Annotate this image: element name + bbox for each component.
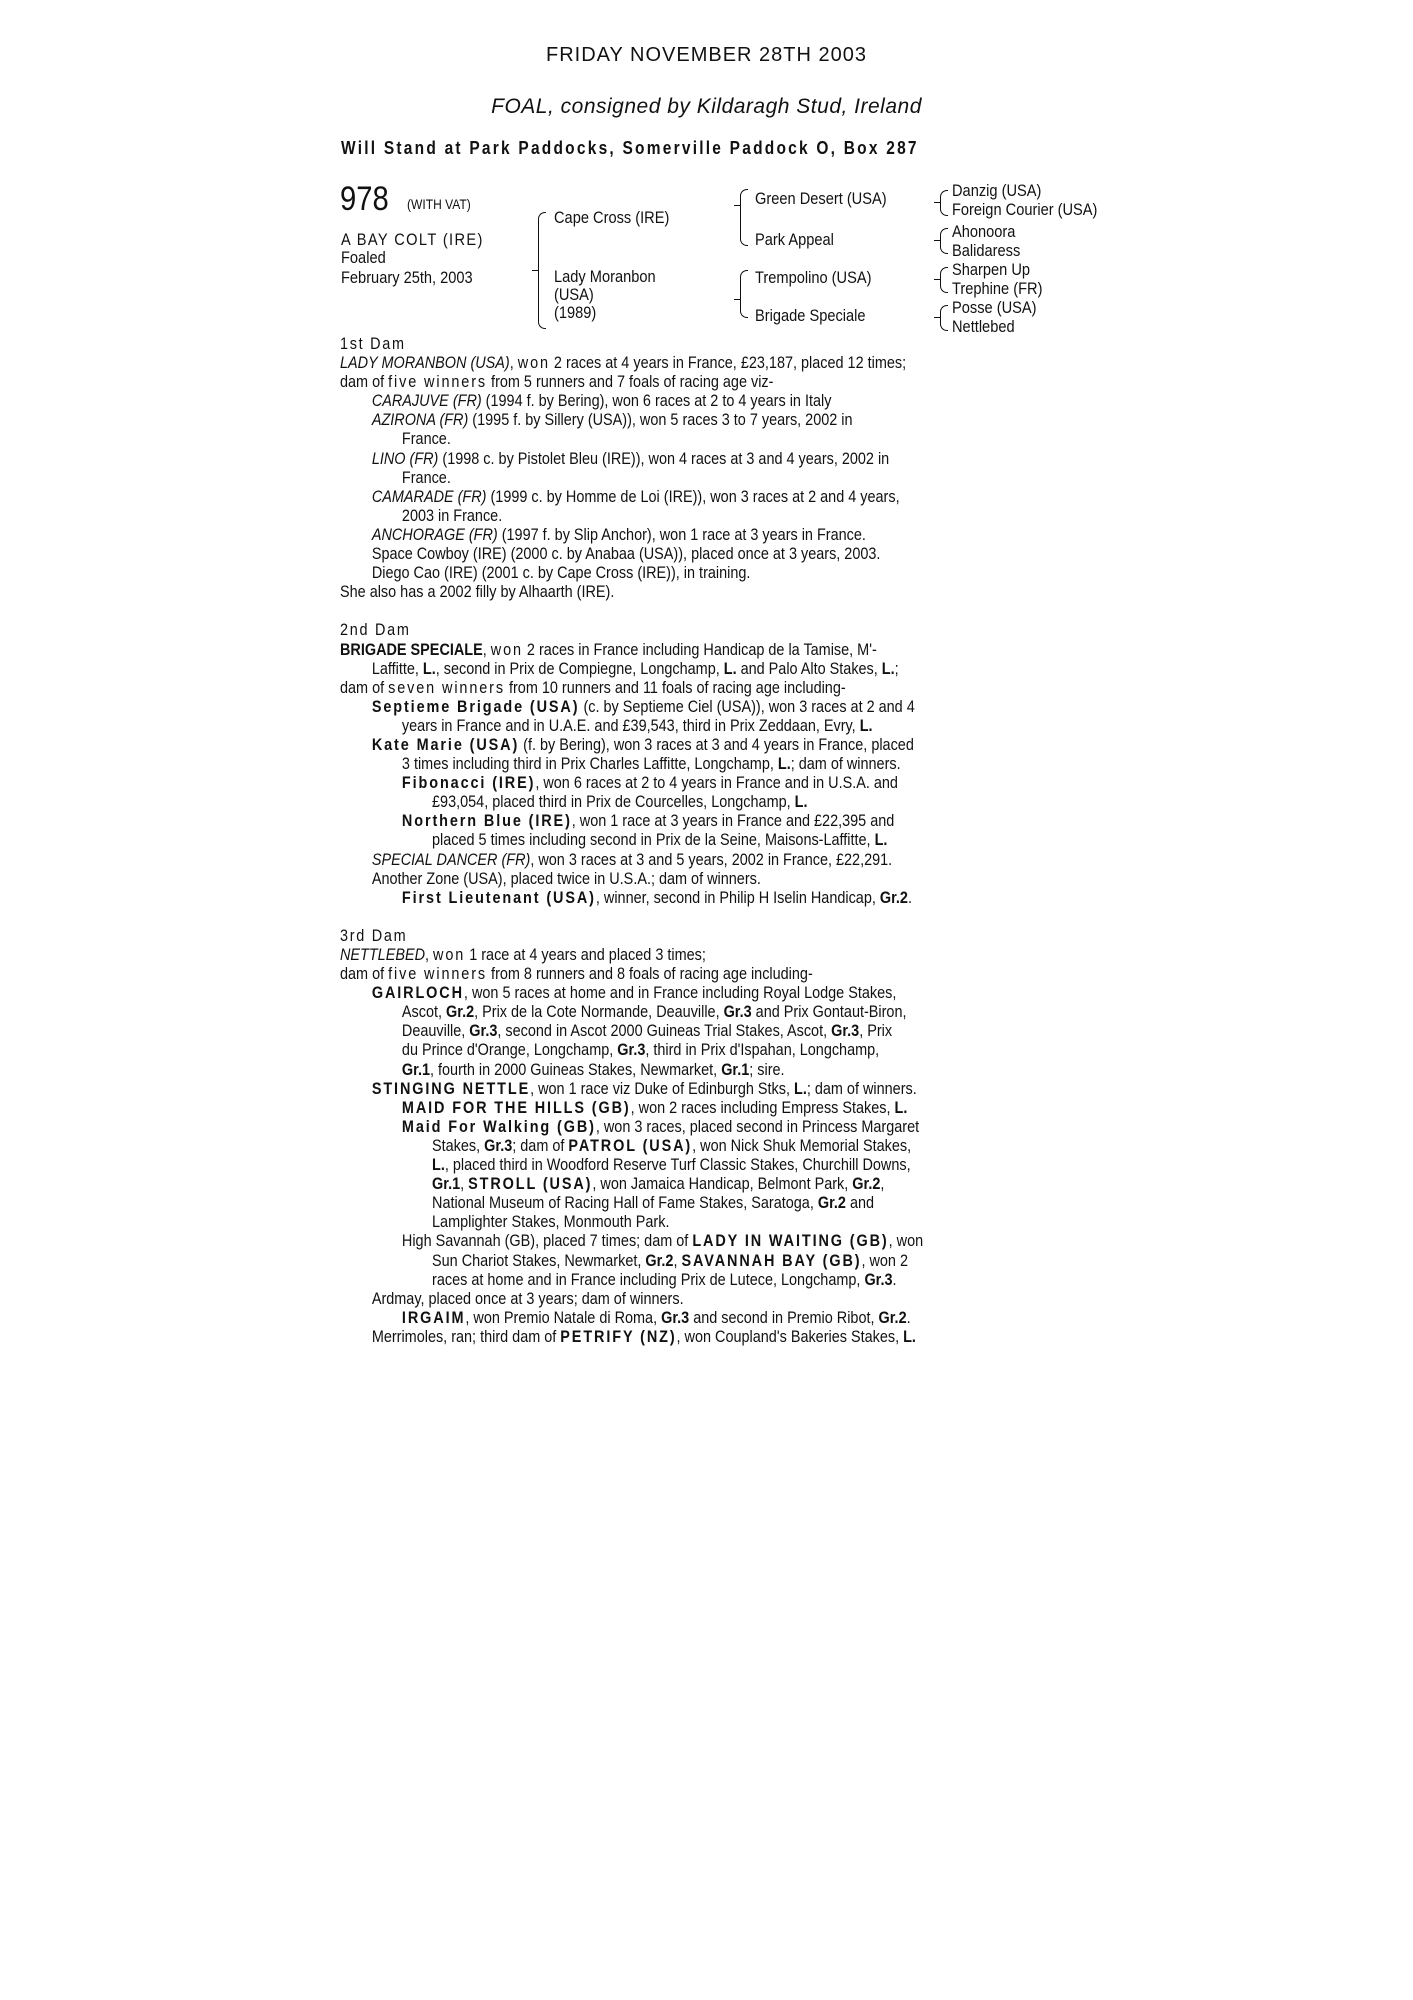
text-segment: (1997 f. by Slip Anchor), won 1 race at 3 years in France. (497, 524, 866, 544)
text-segment: Lamplighter Stakes, Monmouth Park. (432, 1212, 670, 1232)
foaled-date: February 25th, 2003 (341, 268, 473, 287)
text-segment: , second in Prix de Compiegne, Longchamp, (435, 658, 724, 678)
text-segment: MAID FOR THE HILLS (GB) (401, 1097, 631, 1117)
text-segment: £93,054, placed third in Prix de Courcelles, Longchamp, (432, 792, 795, 812)
text-line (340, 640, 1045, 659)
text-segment: CAMARADE (FR) (371, 486, 487, 506)
text-segment: , placed third in Woodford Reserve Turf Classic Stakes, Churchill Downs, (444, 1155, 911, 1175)
text-segment: France. (401, 467, 451, 487)
text-line (340, 1136, 1045, 1155)
text-line (340, 372, 1045, 391)
ancestor-7: Posse (USA) (952, 298, 1037, 317)
text-segment: She also has a 2002 filly by Alhaarth (IRE). (340, 582, 615, 602)
text-segment: from 8 runners and 8 foals of racing age including- (487, 964, 813, 984)
text-segment: and (845, 1193, 875, 1213)
text-segment: Gr.3 (831, 1021, 860, 1041)
consignor-line: FOAL, consigned by Kildaragh Stud, Ireland (491, 95, 922, 118)
text-segment: Gr.3 (617, 1040, 646, 1060)
text-segment: LINO (FR) (371, 448, 439, 468)
first-dam-heading: 1st Dam (340, 334, 406, 353)
text-segment: five winners (388, 372, 488, 392)
text-segment: Gr.3 (864, 1269, 893, 1289)
text-segment: Gr.1 (401, 1059, 431, 1079)
text-segment: LADY IN WAITING (GB) (692, 1231, 889, 1251)
text-segment: (1994 f. by Bering), won 6 races at 2 to 4 years in Italy (481, 391, 832, 411)
text-segment: , won 3 races at 3 and 5 years, 2002 in France, £22,291. (530, 849, 893, 869)
text-line (340, 353, 1045, 372)
pedigree-brace-tip (934, 240, 940, 241)
text-segment: . (892, 1269, 897, 1289)
text-segment: , won 5 races at home and in France including Royal Lodge Stakes, (463, 983, 897, 1003)
text-segment: , Prix (859, 1021, 893, 1041)
text-line (340, 1155, 1045, 1174)
pedigree-brace (740, 270, 748, 300)
text-segment: placed 5 times including second in Prix de la Seine, Maisons-Laffitte, (432, 830, 875, 850)
ancestor-5: Sharpen Up (952, 260, 1031, 279)
text-segment: , (880, 1174, 885, 1194)
third-dam-heading: 3rd Dam (340, 925, 408, 945)
text-segment: , second in Ascot 2000 Guineas Trial Stakes, Ascot, (497, 1021, 832, 1041)
pedigree-brace (538, 212, 546, 271)
text-segment: AZIRONA (FR) (371, 410, 469, 430)
pedigree-brace-tip (734, 299, 740, 300)
text-segment: and Prix Gontaut-Biron, (751, 1002, 907, 1022)
dam-name: Lady Moranbon (554, 267, 656, 286)
text-line (340, 468, 1045, 487)
vat-note: (WITH VAT) (407, 196, 471, 212)
text-line (340, 964, 1045, 983)
text-segment: (c. by Septieme Ciel (USA)), won 3 races at 2 and 4 (579, 696, 915, 716)
text-segment: ; dam of winners. (790, 754, 901, 774)
text-segment: , won 1 race at 3 years in France and £22,395 and (571, 811, 895, 831)
text-line (340, 945, 1045, 964)
text-segment: seven winners (388, 677, 505, 697)
dam-dam: Brigade Speciale (755, 306, 866, 325)
text-segment: won (517, 353, 550, 373)
text-line (340, 697, 1045, 716)
text-line (340, 1002, 1045, 1021)
sire-dam: Park Appeal (755, 230, 834, 249)
text-segment: L. (874, 830, 888, 850)
text-segment: Gr.3 (723, 1002, 752, 1022)
second-dam-heading: 2nd Dam (340, 620, 411, 640)
pedigree-brace (740, 189, 748, 206)
text-line (340, 811, 1045, 830)
text-segment: ; (894, 658, 899, 678)
pedigree-brace (740, 205, 748, 246)
text-segment: Gr.3 (484, 1135, 513, 1155)
second-dam-section (340, 640, 1160, 907)
text-line (340, 983, 1045, 1002)
text-segment: Space Cowboy (IRE) (2000 c. by Anabaa (USA)), placed once at 3 years, 2003. (371, 544, 881, 564)
text-segment: Ascot, (401, 1002, 447, 1022)
text-line (340, 1060, 1045, 1079)
text-segment: 1 race at 4 years and placed 3 times; (465, 945, 706, 964)
text-segment: and second in Premio Ribot, (689, 1307, 879, 1327)
text-segment: Gr.2 (878, 1307, 907, 1327)
text-line (340, 1270, 1045, 1289)
text-line (340, 1231, 1045, 1250)
text-segment: Merrimoles, ran; third dam of (371, 1326, 561, 1346)
pedigree-brace (940, 305, 948, 331)
text-line (340, 429, 1045, 448)
text-segment: five winners (388, 964, 488, 984)
text-segment: SAVANNAH BAY (GB) (681, 1250, 862, 1270)
text-segment: , won Nick Shuk Memorial Stakes, (692, 1135, 912, 1155)
text-line (340, 1117, 1045, 1136)
stand-location: Will Stand at Park Paddocks, Somerville Paddock O, Box 287 (341, 138, 919, 158)
text-segment: STINGING NETTLE (371, 1078, 531, 1098)
text-line (340, 391, 1045, 410)
text-line (340, 1079, 1045, 1098)
text-segment: , (509, 353, 518, 373)
pedigree-brace-tip (934, 317, 940, 318)
text-line (340, 659, 1045, 678)
text-segment: , winner, second in Philip H Iselin Handicap, (595, 887, 880, 907)
text-segment: Gr.2 (446, 1002, 475, 1022)
text-segment: PATROL (USA) (568, 1135, 693, 1155)
text-segment: (1995 f. by Sillery (USA)), won 5 races 3 to 7 years, 2002 in (468, 410, 853, 430)
text-segment: (1999 c. by Homme de Loi (IRE)), won 3 races at 2 and 4 years, (486, 486, 900, 506)
dam-country: (USA) (554, 285, 594, 304)
text-line (340, 525, 1045, 544)
text-segment: , won Premio Natale di Roma, (465, 1307, 662, 1327)
ancestor-3: Ahonoora (952, 222, 1016, 241)
text-segment: IRGAIM (401, 1307, 466, 1327)
text-segment: Gr.3 (469, 1021, 498, 1041)
sire-name: Cape Cross (IRE) (554, 208, 670, 227)
text-segment: , (673, 1250, 682, 1270)
lot-description: A BAY COLT (IRE) (341, 230, 484, 249)
text-segment: Stakes, (432, 1135, 485, 1155)
text-segment: (f. by Bering), won 3 races at 3 and 4 years in France, placed (519, 734, 914, 754)
foaled-label: Foaled (341, 248, 386, 267)
pedigree-brace-tip (734, 205, 740, 206)
text-segment: Deauville, (401, 1021, 470, 1041)
text-segment: , won Coupland's Bakeries Stakes, (676, 1326, 904, 1346)
third-dam-section (340, 945, 1160, 1346)
text-segment: SPECIAL DANCER (FR) (371, 849, 531, 869)
ancestor-2: Foreign Courier (USA) (952, 200, 1098, 219)
text-line (340, 716, 1045, 735)
text-segment: CARAJUVE (FR) (371, 391, 482, 411)
text-line (340, 1098, 1045, 1117)
text-line (340, 1193, 1045, 1212)
ancestor-4: Balidaress (952, 241, 1021, 260)
text-segment: BRIGADE SPECIALE (340, 639, 483, 659)
text-segment: , won 2 (861, 1250, 909, 1270)
text-segment: , won 6 races at 2 to 4 years in France and in U.S.A. and (535, 773, 898, 793)
ancestor-6: Trephine (FR) (952, 279, 1043, 298)
text-segment: France. (401, 429, 451, 449)
text-segment: Gr.2 (817, 1193, 846, 1213)
text-segment: . (907, 887, 912, 907)
text-segment: , Prix de la Cote Normande, Deauville, (474, 1002, 724, 1022)
text-line (340, 1174, 1045, 1193)
text-line (340, 449, 1045, 468)
text-segment: 2003 in France. (401, 505, 503, 525)
catalogue-text (340, 334, 1160, 1346)
dam-sire: Trempolino (USA) (755, 268, 872, 287)
text-line (340, 1251, 1045, 1270)
pedigree-brace-tip (934, 202, 940, 203)
text-segment: , (425, 945, 434, 964)
text-segment: Gr.1 (721, 1059, 750, 1079)
pedigree-brace (538, 270, 546, 329)
text-segment: ; sire. (749, 1059, 785, 1079)
text-segment: 2 races at 4 years in France, £23,187, placed 12 times; (549, 353, 907, 373)
text-segment: GAIRLOCH (371, 983, 464, 1003)
text-line (340, 1289, 1045, 1308)
text-segment: , (482, 639, 491, 659)
text-segment: First Lieutenant (USA) (401, 887, 596, 907)
text-segment: from 5 runners and 7 foals of racing age viz- (487, 372, 774, 392)
text-segment: Maid For Walking (GB) (401, 1116, 596, 1136)
lot-number: 978 (340, 180, 389, 218)
text-line (340, 544, 1045, 563)
text-line (340, 1327, 1045, 1346)
text-segment: , (460, 1174, 469, 1194)
text-segment: , third in Prix d'Ispahan, Longchamp, (645, 1040, 880, 1060)
text-segment: L. (422, 658, 436, 678)
text-segment: Laffitte, (371, 658, 423, 678)
dam-year: (1989) (554, 303, 597, 322)
text-line (340, 735, 1045, 754)
text-segment: L. (723, 658, 737, 678)
text-segment: ; dam of winners. (806, 1078, 917, 1098)
text-segment: dam of (340, 964, 389, 984)
text-segment: L. (881, 658, 895, 678)
text-segment: , fourth in 2000 Guineas Stakes, Newmarket, (430, 1059, 722, 1079)
text-line (340, 506, 1045, 525)
text-line (340, 754, 1045, 773)
text-segment: Gr.2 (645, 1250, 674, 1270)
text-segment: L. (894, 1097, 908, 1117)
text-segment: L. (432, 1155, 445, 1175)
text-segment: Sun Chariot Stakes, Newmarket, (432, 1250, 646, 1270)
text-segment: National Museum of Racing Hall of Fame Stakes, Saratoga, (432, 1193, 818, 1213)
first-dam-section (340, 353, 1160, 601)
text-segment: du Prince d'Orange, Longchamp, (401, 1040, 618, 1060)
text-segment: L. (777, 754, 791, 774)
text-line (340, 1021, 1045, 1040)
text-segment: STROLL (USA) (468, 1174, 593, 1194)
text-segment: High Savannah (GB), placed 7 times; dam of (401, 1231, 693, 1251)
pedigree-brace (740, 299, 748, 318)
text-segment: Gr.3 (661, 1307, 690, 1327)
text-segment: and Palo Alto Stakes, (736, 658, 882, 678)
text-line (340, 888, 1045, 907)
text-segment: L. (903, 1326, 916, 1346)
text-segment: Kate Marie (USA) (371, 734, 520, 754)
text-segment: Gr.1 (432, 1174, 461, 1194)
pedigree-brace-tip (532, 270, 538, 271)
text-segment: Gr.2 (852, 1174, 881, 1194)
ancestor-8: Nettlebed (952, 317, 1015, 336)
text-segment: won (490, 639, 523, 659)
text-segment: Fibonacci (IRE) (401, 773, 536, 793)
text-segment: PETRIFY (NZ) (560, 1326, 677, 1346)
text-segment: ; dam of (512, 1135, 569, 1155)
text-line (340, 773, 1045, 792)
text-segment: dam of (340, 372, 389, 392)
sire-sire: Green Desert (USA) (755, 189, 887, 208)
text-line (340, 869, 1045, 888)
text-segment: 3 times including third in Prix Charles Laffitte, Longchamp, (401, 754, 778, 774)
text-line (340, 830, 1045, 849)
text-segment: Another Zone (USA), placed twice in U.S.A.; dam of winners. (371, 868, 761, 888)
pedigree-brace (940, 228, 948, 254)
pedigree-brace (940, 267, 948, 293)
text-line (340, 1212, 1045, 1231)
text-line (340, 792, 1045, 811)
sale-date: FRIDAY NOVEMBER 28TH 2003 (545, 44, 868, 66)
text-segment: , won (888, 1231, 924, 1251)
text-segment: , won 1 race viz Duke of Edinburgh Stks, (530, 1078, 794, 1098)
text-segment: dam of (340, 677, 389, 697)
text-segment: Septieme Brigade (USA) (371, 696, 580, 716)
text-segment: (1998 c. by Pistolet Bleu (IRE)), won 4 races at 3 and 4 years, 2002 in (438, 448, 890, 468)
text-segment: Ardmay, placed once at 3 years; dam of winners. (371, 1288, 684, 1308)
text-line (340, 410, 1045, 429)
text-segment: 2 races in France including Handicap de la Tamise, M'- (522, 639, 877, 659)
text-segment: LADY MORANBON (USA) (340, 353, 510, 373)
text-segment: , won 2 races including Empress Stakes, (630, 1097, 895, 1117)
text-segment: years in France and in U.A.E. and £39,543, third in Prix Zeddaan, Evry, (401, 715, 860, 735)
text-segment: Gr.2 (879, 887, 908, 907)
text-line (340, 1308, 1045, 1327)
text-segment: won (433, 945, 466, 964)
text-segment: , won Jamaica Handicap, Belmont Park, (592, 1174, 853, 1194)
pedigree-brace (940, 190, 948, 216)
text-segment: ANCHORAGE (FR) (371, 524, 498, 544)
text-segment: NETTLEBED (340, 945, 426, 964)
text-segment: L. (793, 1078, 807, 1098)
text-segment: races at home and in France including Prix de Lutece, Longchamp, (432, 1269, 865, 1289)
text-segment: L. (859, 715, 873, 735)
text-segment: Diego Cao (IRE) (2001 c. by Cape Cross (IRE)), in training. (371, 563, 751, 583)
text-segment: Northern Blue (IRE) (401, 811, 572, 831)
text-segment: L. (794, 792, 808, 812)
text-line (340, 487, 1045, 506)
text-line (340, 678, 1045, 697)
text-line (340, 582, 1045, 601)
text-line (340, 1040, 1045, 1059)
ancestor-1: Danzig (USA) (952, 181, 1042, 200)
text-line (340, 850, 1045, 869)
pedigree-brace-tip (934, 279, 940, 280)
text-segment: from 10 runners and 11 foals of racing age including- (504, 677, 846, 697)
text-segment: . (906, 1307, 911, 1327)
text-line (340, 563, 1045, 582)
text-segment: , won 3 races, placed second in Princess Margaret (595, 1116, 920, 1136)
